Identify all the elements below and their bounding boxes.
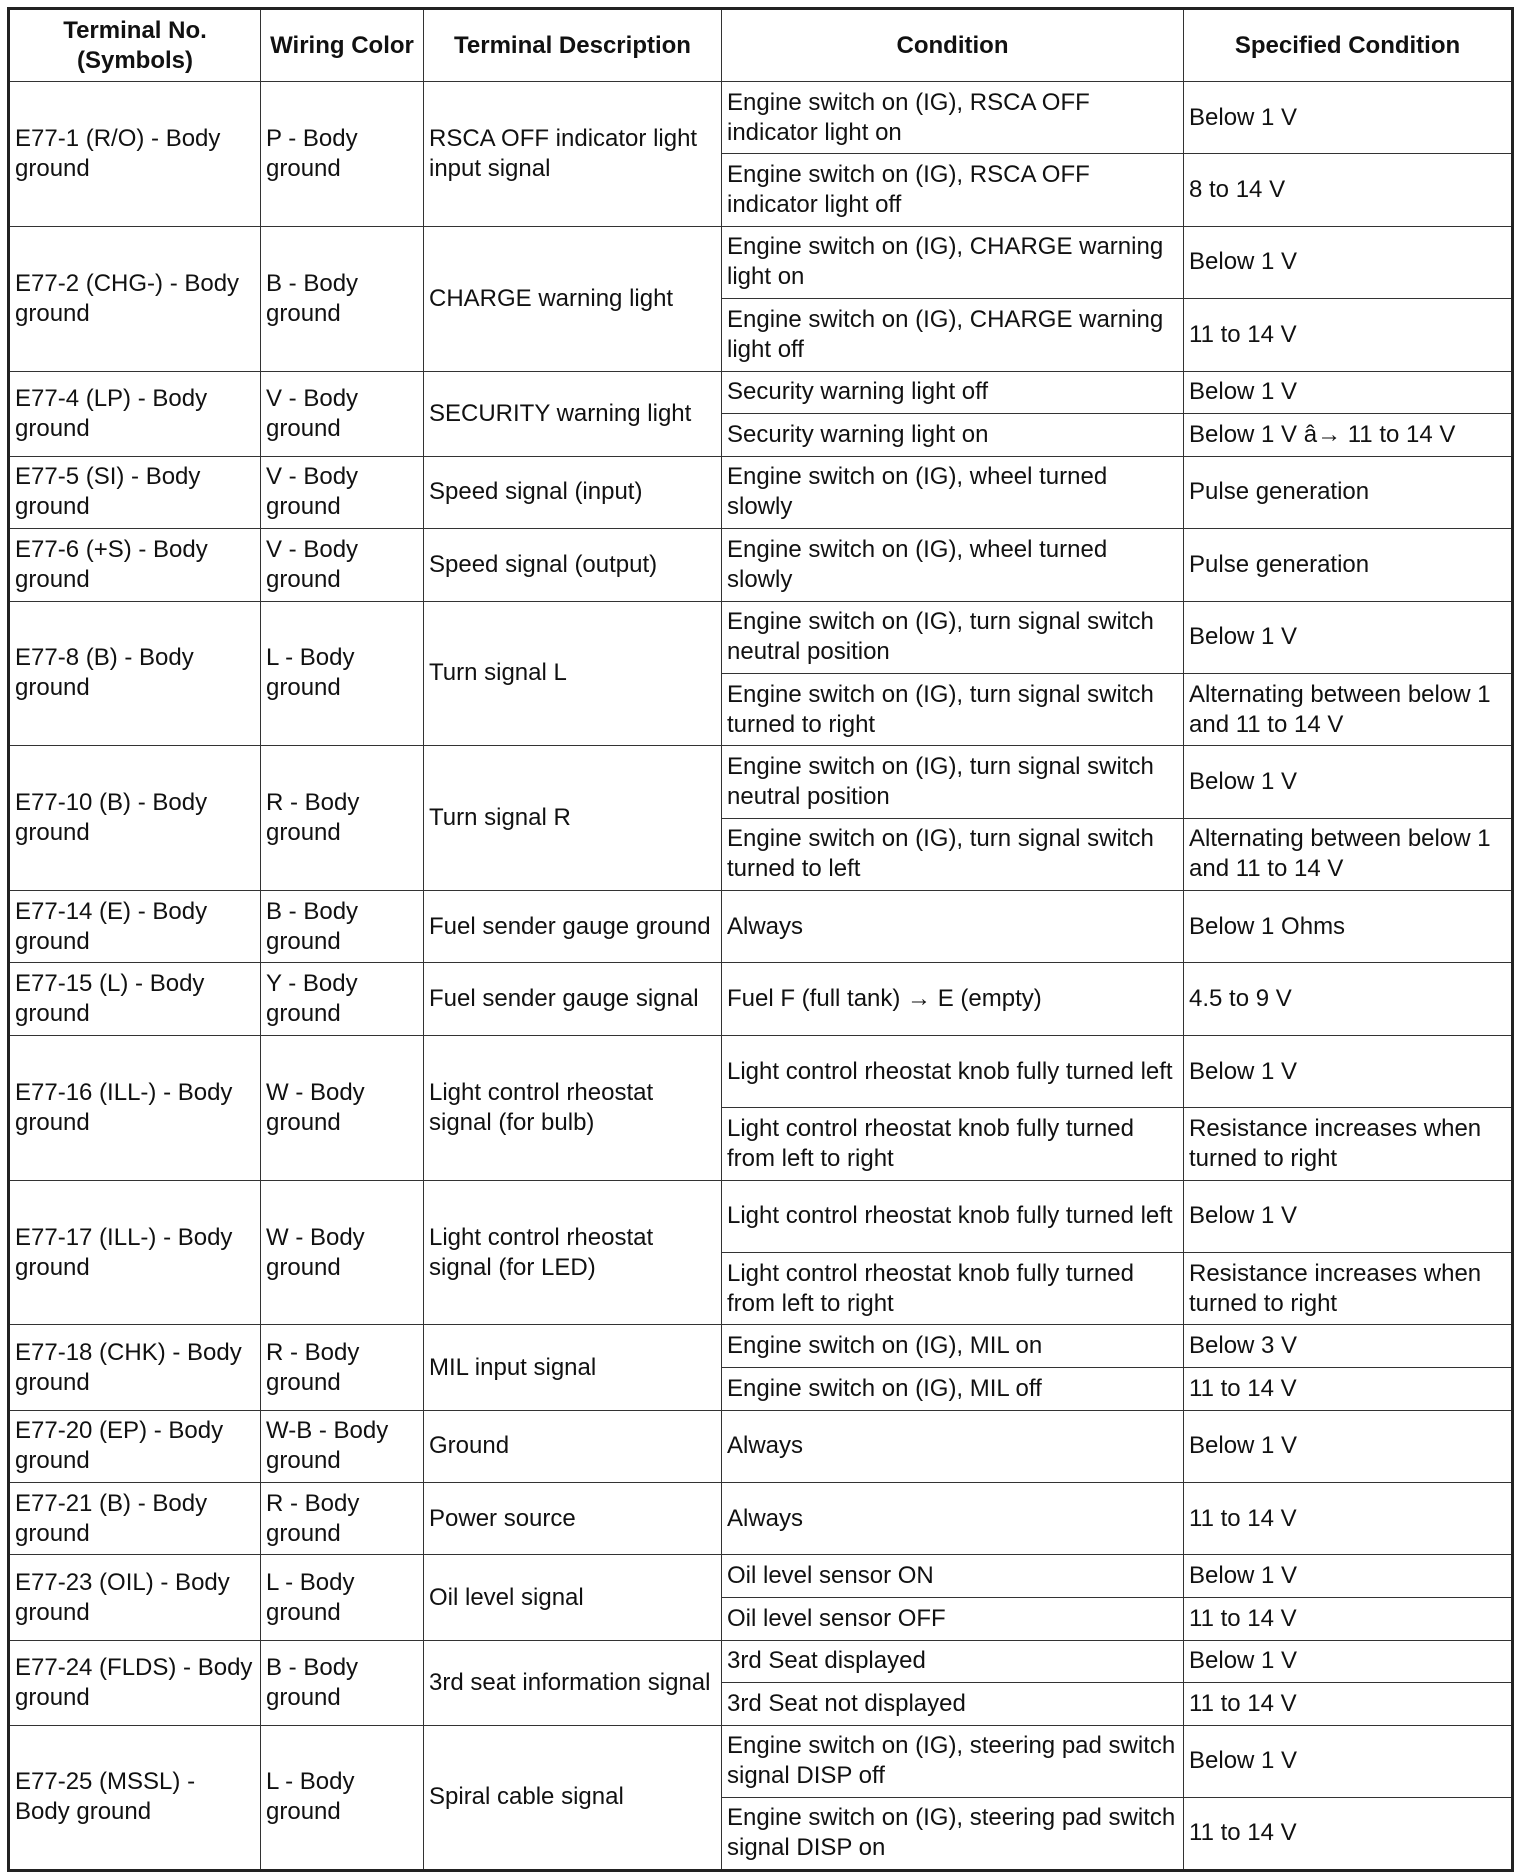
table-row — [9, 1180, 1513, 1252]
cell-specified-condition: Alternating between below 1 and 11 to 14 V — [1184, 818, 1513, 890]
table-row — [9, 891, 1513, 963]
cell-specified-condition: Below 1 V — [1184, 371, 1513, 414]
cell-specified-condition: 4.5 to 9 V — [1184, 963, 1513, 1035]
cell-terminal: E77-23 (OIL) - Body ground — [9, 1555, 261, 1640]
cell-specified-condition: Alternating between below 1 and 11 to 14 V — [1184, 673, 1513, 745]
cell-terminal-description: 3rd seat information signal — [424, 1640, 722, 1725]
cell-wiring-color: L - Body ground — [261, 1725, 424, 1870]
table-row — [9, 1640, 1513, 1683]
cell-condition: Engine switch on (IG), turn signal switch turned to left — [722, 818, 1184, 890]
cell-terminal-description: MIL input signal — [424, 1325, 722, 1410]
cell-condition: Security warning light on — [722, 414, 1184, 457]
cell-terminal-description: Speed signal (input) — [424, 456, 722, 528]
cell-terminal: E77-20 (EP) - Body ground — [9, 1410, 261, 1482]
cell-condition: Engine switch on (IG), steering pad switch signal DISP on — [722, 1798, 1184, 1870]
header-row — [9, 9, 1513, 82]
cell-terminal-description: SECURITY warning light — [424, 371, 722, 456]
table-row — [9, 601, 1513, 673]
cell-condition: Fuel F (full tank) → E (empty) — [722, 963, 1184, 1035]
cell-terminal-description: Spiral cable signal — [424, 1725, 722, 1870]
cell-wiring-color: B - Body ground — [261, 891, 424, 963]
cell-terminal-description: Turn signal L — [424, 601, 722, 746]
cell-terminal: E77-2 (CHG-) - Body ground — [9, 226, 261, 371]
cell-condition: Oil level sensor ON — [722, 1555, 1184, 1598]
cell-wiring-color: W - Body ground — [261, 1180, 424, 1325]
cell-terminal-description: Turn signal R — [424, 746, 722, 891]
cell-condition: Engine switch on (IG), turn signal switch neutral position — [722, 746, 1184, 818]
cell-specified-condition: 11 to 14 V — [1184, 1483, 1513, 1555]
cell-specified-condition: 11 to 14 V — [1184, 1368, 1513, 1411]
table-row — [9, 226, 1513, 298]
table-row — [9, 371, 1513, 414]
table-row — [9, 456, 1513, 528]
cell-terminal-description: Speed signal (output) — [424, 529, 722, 601]
cell-terminal: E77-17 (ILL-) - Body ground — [9, 1180, 261, 1325]
cell-condition: Always — [722, 891, 1184, 963]
cell-specified-condition: 11 to 14 V — [1184, 1598, 1513, 1641]
cell-terminal: E77-21 (B) - Body ground — [9, 1483, 261, 1555]
cell-specified-condition: Resistance increases when turned to right — [1184, 1253, 1513, 1325]
cell-terminal-description: RSCA OFF indicator light input signal — [424, 82, 722, 227]
header-terminal-description: Terminal Description — [424, 9, 722, 82]
cell-specified-condition: Below 1 V — [1184, 1410, 1513, 1482]
cell-specified-condition: Below 1 V — [1184, 1035, 1513, 1107]
cell-specified-condition: Below 1 V â→ 11 to 14 V — [1184, 414, 1513, 457]
cell-terminal: E77-8 (B) - Body ground — [9, 601, 261, 746]
cell-condition: Engine switch on (IG), steering pad switch signal DISP off — [722, 1725, 1184, 1797]
cell-terminal: E77-24 (FLDS) - Body ground — [9, 1640, 261, 1725]
cell-wiring-color: V - Body ground — [261, 456, 424, 528]
cell-wiring-color: P - Body ground — [261, 82, 424, 227]
table-body — [9, 82, 1513, 1871]
cell-condition: Engine switch on (IG), RSCA OFF indicator light off — [722, 154, 1184, 226]
cell-condition: Always — [722, 1483, 1184, 1555]
cell-specified-condition: Below 1 V — [1184, 1555, 1513, 1598]
cell-terminal-description: Fuel sender gauge ground — [424, 891, 722, 963]
cell-terminal-description: Power source — [424, 1483, 722, 1555]
cell-specified-condition: Below 1 V — [1184, 226, 1513, 298]
cell-terminal: E77-4 (LP) - Body ground — [9, 371, 261, 456]
terminal-table — [7, 7, 1514, 1872]
cell-terminal: E77-16 (ILL-) - Body ground — [9, 1035, 261, 1180]
cell-wiring-color: V - Body ground — [261, 371, 424, 456]
header-specified-condition: Specified Condition — [1184, 9, 1513, 82]
cell-specified-condition: Below 1 V — [1184, 1725, 1513, 1797]
cell-specified-condition: 11 to 14 V — [1184, 1683, 1513, 1726]
cell-condition: Always — [722, 1410, 1184, 1482]
cell-wiring-color: L - Body ground — [261, 601, 424, 746]
cell-specified-condition: Below 1 Ohms — [1184, 891, 1513, 963]
table-row — [9, 82, 1513, 154]
cell-condition: Light control rheostat knob fully turned from left to right — [722, 1108, 1184, 1180]
cell-condition: Light control rheostat knob fully turned left — [722, 1180, 1184, 1252]
cell-specified-condition: Below 1 V — [1184, 601, 1513, 673]
cell-specified-condition: Below 1 V — [1184, 1640, 1513, 1683]
cell-specified-condition: Below 1 V — [1184, 1180, 1513, 1252]
cell-condition: Engine switch on (IG), wheel turned slowly — [722, 529, 1184, 601]
table-row — [9, 1555, 1513, 1598]
cell-condition: Engine switch on (IG), MIL off — [722, 1368, 1184, 1411]
cell-terminal: E77-6 (+S) - Body ground — [9, 529, 261, 601]
cell-specified-condition: Pulse generation — [1184, 456, 1513, 528]
header-wiring-color: Wiring Color — [261, 9, 424, 82]
cell-terminal-description: Light control rheostat signal (for bulb) — [424, 1035, 722, 1180]
cell-terminal-description: CHARGE warning light — [424, 226, 722, 371]
cell-condition: Engine switch on (IG), turn signal switch turned to right — [722, 673, 1184, 745]
cell-wiring-color: B - Body ground — [261, 1640, 424, 1725]
cell-wiring-color: B - Body ground — [261, 226, 424, 371]
table-row — [9, 746, 1513, 818]
table-row — [9, 1725, 1513, 1797]
cell-terminal-description: Ground — [424, 1410, 722, 1482]
cell-specified-condition: Resistance increases when turned to right — [1184, 1108, 1513, 1180]
table-row — [9, 1325, 1513, 1368]
cell-condition: Engine switch on (IG), RSCA OFF indicator light on — [722, 82, 1184, 154]
header-condition: Condition — [722, 9, 1184, 82]
cell-specified-condition: Below 1 V — [1184, 82, 1513, 154]
cell-wiring-color: V - Body ground — [261, 529, 424, 601]
cell-wiring-color: R - Body ground — [261, 1325, 424, 1410]
cell-condition: Security warning light off — [722, 371, 1184, 414]
cell-specified-condition: 11 to 14 V — [1184, 1798, 1513, 1870]
cell-wiring-color: R - Body ground — [261, 746, 424, 891]
cell-terminal: E77-1 (R/O) - Body ground — [9, 82, 261, 227]
cell-wiring-color: R - Body ground — [261, 1483, 424, 1555]
cell-condition: Engine switch on (IG), CHARGE warning light on — [722, 226, 1184, 298]
header-terminal: Terminal No. (Symbols) — [9, 9, 261, 82]
cell-condition: Engine switch on (IG), CHARGE warning light off — [722, 299, 1184, 371]
cell-terminal: E77-18 (CHK) - Body ground — [9, 1325, 261, 1410]
cell-terminal-description: Oil level signal — [424, 1555, 722, 1640]
cell-condition: 3rd Seat not displayed — [722, 1683, 1184, 1726]
table-row — [9, 529, 1513, 601]
table-row — [9, 1483, 1513, 1555]
table-row — [9, 963, 1513, 1035]
cell-condition: 3rd Seat displayed — [722, 1640, 1184, 1683]
cell-terminal: E77-15 (L) - Body ground — [9, 963, 261, 1035]
cell-wiring-color: L - Body ground — [261, 1555, 424, 1640]
cell-specified-condition: Pulse generation — [1184, 529, 1513, 601]
cell-condition: Engine switch on (IG), wheel turned slowly — [722, 456, 1184, 528]
table-row — [9, 1410, 1513, 1482]
cell-terminal: E77-14 (E) - Body ground — [9, 891, 261, 963]
table-row — [9, 1035, 1513, 1107]
cell-condition: Engine switch on (IG), turn signal switch neutral position — [722, 601, 1184, 673]
cell-condition: Light control rheostat knob fully turned left — [722, 1035, 1184, 1107]
cell-condition: Engine switch on (IG), MIL on — [722, 1325, 1184, 1368]
cell-specified-condition: 8 to 14 V — [1184, 154, 1513, 226]
cell-terminal: E77-25 (MSSL) - Body ground — [9, 1725, 261, 1870]
cell-wiring-color: W - Body ground — [261, 1035, 424, 1180]
cell-terminal: E77-5 (SI) - Body ground — [9, 456, 261, 528]
cell-wiring-color: W-B - Body ground — [261, 1410, 424, 1482]
cell-specified-condition: 11 to 14 V — [1184, 299, 1513, 371]
cell-terminal-description: Fuel sender gauge signal — [424, 963, 722, 1035]
cell-specified-condition: Below 1 V — [1184, 746, 1513, 818]
cell-condition: Light control rheostat knob fully turned from left to right — [722, 1253, 1184, 1325]
cell-terminal: E77-10 (B) - Body ground — [9, 746, 261, 891]
cell-specified-condition: Below 3 V — [1184, 1325, 1513, 1368]
cell-terminal-description: Light control rheostat signal (for LED) — [424, 1180, 722, 1325]
cell-condition: Oil level sensor OFF — [722, 1598, 1184, 1641]
cell-wiring-color: Y - Body ground — [261, 963, 424, 1035]
